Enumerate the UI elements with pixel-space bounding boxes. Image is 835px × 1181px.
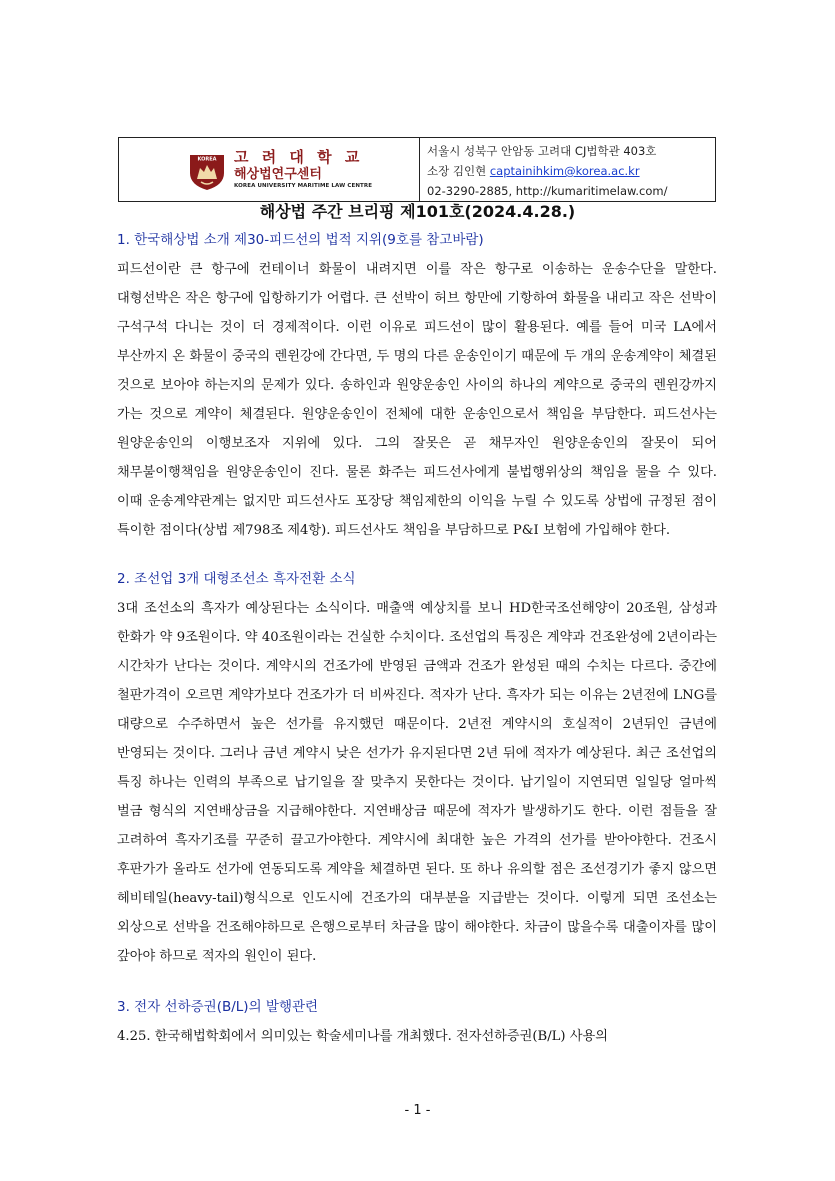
section-3-heading: 3. 전자 선하증권(B/L)의 발행관련	[117, 999, 319, 1015]
director-line	[427, 161, 715, 181]
logo-english-name: KOREA UNIVERSITY MARITIME LAW CENTRE	[234, 182, 373, 189]
section-3-body: 4.25. 한국해법학회에서 의미있는 학술세미나를 개최했다. 전자선하증권(B/L) 사용의	[117, 1029, 608, 1044]
briefing-title: 해상법 주간 브리핑 제101호(2024.4.28.)	[259, 202, 576, 221]
logo-center-name: 해상법연구센터	[234, 166, 322, 182]
page-number: - 1 -	[404, 1103, 431, 1118]
email-link[interactable]: captainihkim@korea.ac.kr	[489, 164, 640, 178]
section-1-heading: 1. 한국해상법 소개 제30-피드선의 법적 지위(9호를 참고바람)	[117, 232, 484, 248]
logo-university-name: 고 려 대 학 교	[234, 147, 364, 166]
section-2-body: 3대 조선소의 흑자가 예상된다는 소식이다. 매출액 예상치를 보니 HD한국조선해양이 20조원, 삼성과 한화가 약 9조원이다. 약 40조원이라는 건실한 수치이다. 조선업의 특징은 계약과 건조완성에 2년이라는 시간차가 난다는 것이다. 계약시의 건조가에 반영된 금액과 건조가 완성된 때의 수치는 다르다. 중간에 철판가격이 오르면 계약가보다 건조가가 더 비싸진다. 적자가 난다. 흑자가 되는 이유는 2년전에 LNG를 대량으로 수주하면서 높은 선가를 유지했던 때문이다. 2년전 계약시의 호실적이 2년뒤인 금년에 반영되는 것이다. 그러나 금년 계약시 낮은 선가가 유지된다면 2년 뒤에 적자가 예상된다. 최근 조선업의 특징 하나는 인력의 부족으로 납기일을 잘 맞추지 못한다는 것이다. 납기일이 지연되면 일일당 얼마씩 벌금 형식의 지연배상금을 지급해야한다. 지연배상금 때문에 적자가 발생하기도 한다. 이런 점들을 잘 고려하여 흑자기조를 꾸준히 끌고가야한다. 계약시에 최대한 높은 가격의 선가를 받아야한다. 건조시 후판가가 올라도 선가에 연동되도록 계약을 체결하면 된다. 또 하나 유의할 점은 조선경기가 좋지 않으면 헤비테일(heavy-tail)형식으로 인도시에 건조가의 대부분을 지급받는 것이다. 이렇게 되면 조선소는 외상으로 선박을 건조해야하므로 은행으로부터 차금을 많이 해야한다. 차금이 많을수록 대출이자를 많이 갚아야 하므로 적자의 원인이 된다.	[117, 601, 717, 964]
university-crest-icon	[186, 149, 228, 191]
crest-badge-text: KOREA	[197, 156, 217, 162]
section-spacer	[117, 545, 717, 565]
letterhead-box	[118, 137, 716, 202]
phone-url-line: 02-3290-2885, http://kumaritimelaw.com/	[427, 184, 668, 198]
logo-text	[234, 147, 373, 190]
letterhead-logo-area	[119, 138, 420, 201]
section-spacer	[117, 971, 717, 993]
section-1-body: 피드선이란 큰 항구에 컨테이너 화물이 내려지면 이를 작은 항구로 이송하는 운송수단을 말한다. 대형선박은 작은 항구에 입항하기가 어렵다. 큰 선박이 허브 항만에 기항하여 화물을 내리고 작은 선박이 구석구석 다니는 것이 더 경제적이다. 이런 이유로 피드선이 많이 활용된다. 예를 들어 미국 LA에서 부산까지 온 화물이 중국의 렌윈강에 간다면, 두 명의 다른 운송인이기 때문에 두 개의 운송계약이 체결된 것으로 보아야 하는지의 문제가 있다. 송하인과 원양운송인 사이의 하나의 계약으로 중국의 렌윈강까지 가는 것으로 계약이 체결된다. 원양운송인이 전체에 대한 운송인으로서 책임을 부담한다. 피드선사는 원양운송인의 이행보조자 지위에 있다. 그의 잘못은 곧 채무자인 원양운송인의 잘못이 되어 채무불이행책임을 원양운송인이 진다. 물론 화주는 피드선사에게 불법행위상의 책임을 물을 수 있다. 이때 운송계약관계는 없지만 피드선사도 포장당 책임제한의 이익을 누릴 수 있도록 상법에 규정된 점이 특이한 점이다(상법 제798조 제4항). 피드선사도 책임을 부담하므로 P&I 보험에 가입해야 한다.	[117, 262, 717, 538]
director-label: 소장 김인현	[427, 164, 487, 178]
letterhead-contact	[420, 138, 715, 201]
document-body	[117, 226, 717, 1051]
address-line: 서울시 성북구 안암동 고려대 CJ법학관 403호	[427, 144, 657, 158]
section-2-heading: 2. 조선업 3개 대형조선소 흑자전환 소식	[117, 571, 356, 587]
